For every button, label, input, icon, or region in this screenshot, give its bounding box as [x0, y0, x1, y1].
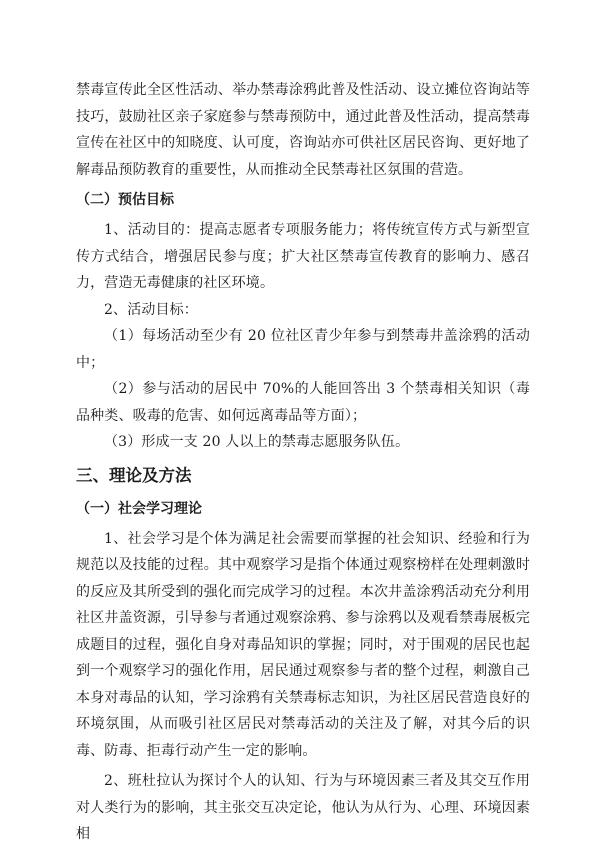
target-item-1: （1）每场活动至少有 20 位社区青少年参与到禁毒井盖涂鸦的活动中；: [76, 328, 530, 371]
target-item-2: （2）参与活动的居民中 70%的人能回答出 3 个禁毒相关知识（毒品种类、吸毒的危害、如何远离毒品等方面）；: [76, 381, 530, 424]
document-body: [76, 77, 530, 848]
section-heading-goals: （二）预估目标: [76, 192, 174, 208]
theory-paragraph-2: 2、班杜拉认为探讨个人的认知、行为与环境因素三者及其交互作用对人类行为的影响，其主张交互决定论，他认为从行为、心理、环境因素相: [76, 773, 530, 842]
target-item-3: （3）形成一支 20 人以上的禁毒志愿服务队伍。: [104, 434, 410, 450]
intro-paragraph: 禁毒宣传此全区性活动、举办禁毒涂鸦此普及性活动、设立摊位咨询站等技巧，鼓励社区亲子家庭参与禁毒预防中，通过此普及性活动，提高禁毒宣传在社区中的知晓度、认可度，咨询站亦可供社区居民咨询、更好地了解毒品预防教育的重要性，从而推动全民禁毒社区氛围的营造。: [76, 82, 530, 178]
chapter-heading-theory: 三、理论及方法: [76, 465, 192, 485]
section-heading-social-learning: （一）社会学习理论: [76, 500, 202, 517]
theory-paragraph-1: 1、社会学习是个体为满足社会需要而掌握的社会知识、经验和行为规范以及技能的过程。其中观察学习是指个体通过观察榜样在处理刺激时的反应及其所受到的强化而完成学习的过程。本次井盖涂鸦活动充分利用社区井盖资源，引导参与者通过观察涂鸦、参与涂鸦以及观看禁毒展板完成题目的过程，强化自身对毒品知识的掌握；同时，对于围观的居民也起到一个观察学习的强化作用，居民通过观察参与者的整个过程，刺激自己本身对毒品的认知，学习涂鸦有关禁毒标志知识，为社区居民营造良好的环境氛围，从而吸引社区居民对禁毒活动的关注及了解，对其今后的识毒、防毒、拒毒行动产生一定的影响。: [76, 530, 530, 759]
goal-paragraph-2: 2、活动目标：: [104, 301, 198, 318]
goal-paragraph-1: 1、活动目的：提高志愿者专项服务能力；将传统宣传方式与新型宣传方式结合，增强居民参与度；扩大社区禁毒宣传教育的影响力、感召力，营造无毒健康的社区环境。: [76, 222, 530, 291]
